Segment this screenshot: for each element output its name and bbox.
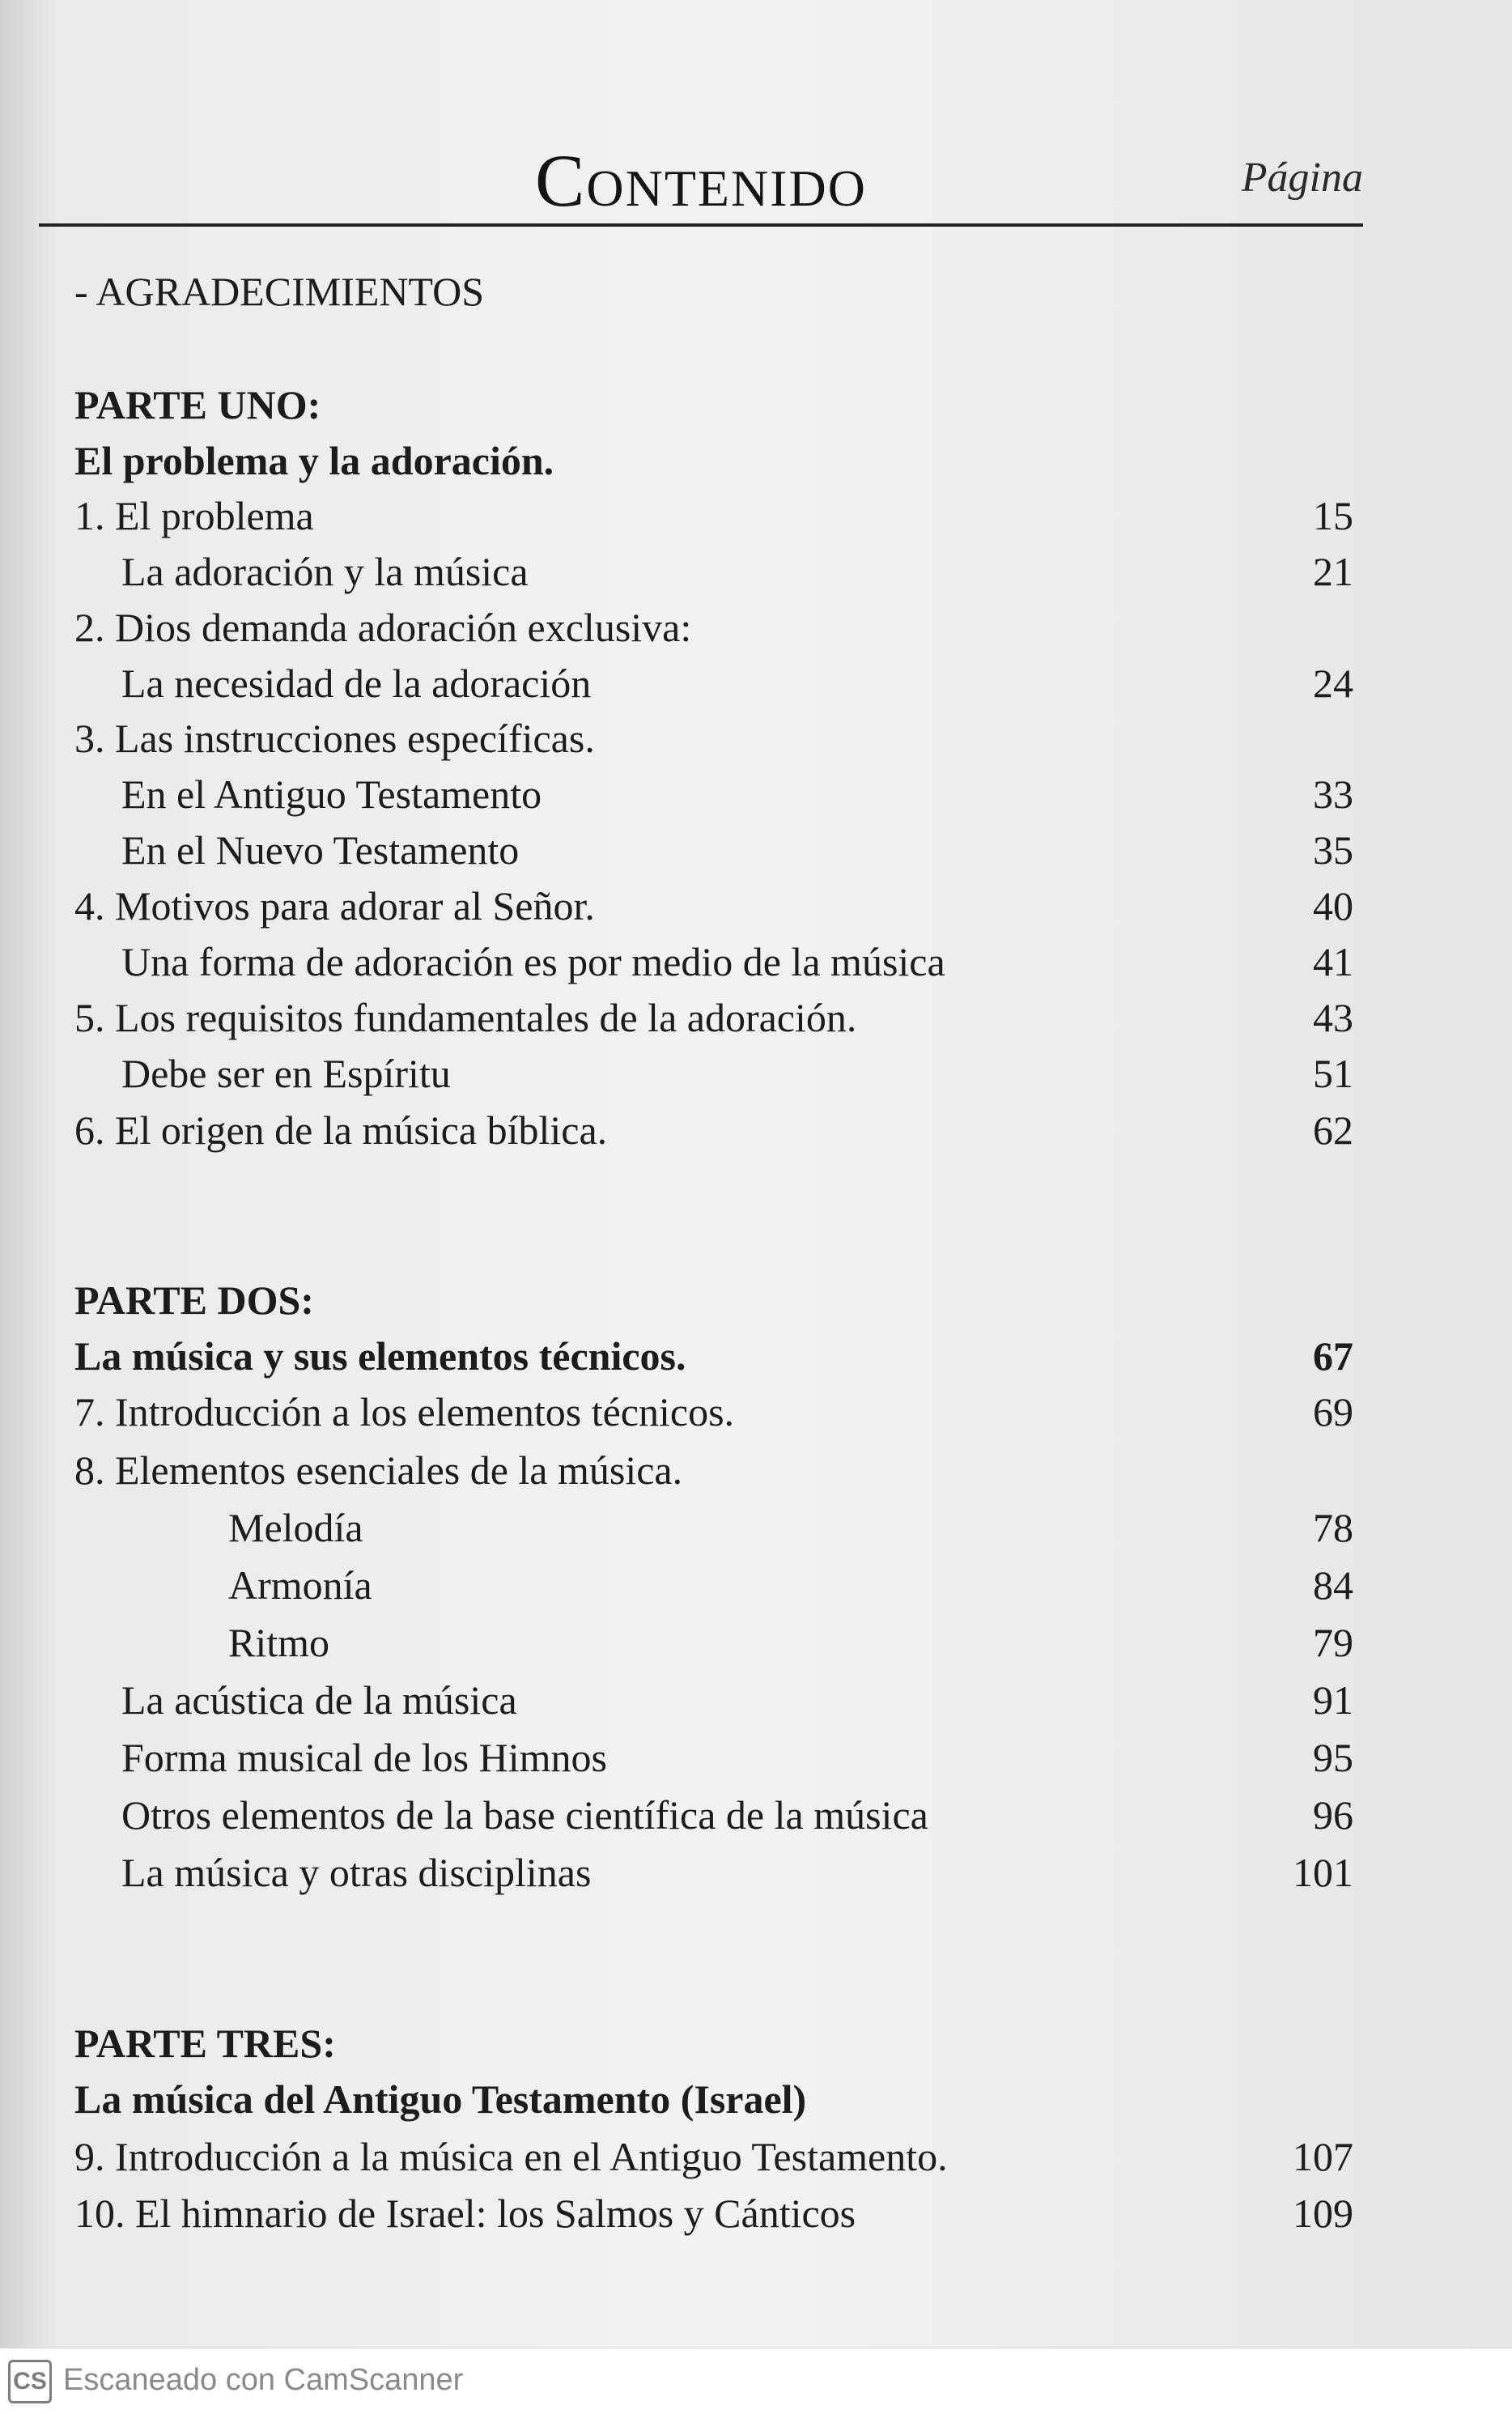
toc-entry — [74, 266, 1353, 317]
toc-entry-page: 91 — [1313, 1677, 1353, 1723]
toc-entry-page: 62 — [1313, 1107, 1353, 1153]
toc-entry — [74, 824, 1353, 876]
scanner-watermark-bar — [0, 2348, 1512, 2414]
toc-entry-title: - AGRADECIMIENTOS — [74, 269, 485, 314]
page-title: Contenido — [535, 139, 867, 222]
toc-entry-page: 109 — [1293, 2191, 1353, 2236]
toc-entry-page: 79 — [1313, 1620, 1353, 1665]
toc-entry-page: 96 — [1313, 1792, 1353, 1838]
toc-entry-page: 21 — [1313, 549, 1353, 594]
toc-entry — [74, 1386, 1353, 1438]
toc-entry-page: 15 — [1313, 493, 1353, 538]
toc-entry-title: 8. Elementos esenciales de la música. — [74, 1447, 683, 1493]
toc-entry — [74, 490, 1353, 542]
toc-entry-page: 41 — [1313, 939, 1353, 984]
toc-entry-page: 33 — [1313, 771, 1353, 817]
header-rule — [39, 223, 1363, 227]
toc-entry-title: La adoración y la música — [121, 549, 529, 594]
toc-entry-title: En el Antiguo Testamento — [121, 771, 542, 817]
toc-entry-title: 10. El himnario de Israel: los Salmos y Cánticos — [74, 2191, 856, 2236]
toc-entry — [74, 936, 1353, 988]
toc-entry-page: 78 — [1313, 1505, 1353, 1550]
toc-entry — [74, 1674, 1353, 1726]
toc-entry-title: La música del Antiguo Testamento (Israel) — [74, 2076, 807, 2122]
toc-entry-page: 69 — [1313, 1389, 1353, 1434]
toc-entry-page: 51 — [1313, 1051, 1353, 1096]
toc-entry-title: El problema y la adoración. — [74, 438, 554, 483]
toc-entry — [74, 768, 1353, 820]
toc-entry-title: PARTE TRES: — [74, 2021, 336, 2066]
toc-entry — [74, 2073, 1353, 2125]
toc-entry-title: 3. Las instrucciones específicas. — [74, 716, 595, 761]
toc-entry-title: Ritmo — [228, 1620, 330, 1665]
toc-entry-title: En el Nuevo Testamento — [121, 827, 520, 873]
toc-entry-title: La música y otras disciplinas — [121, 1850, 592, 1895]
scanner-credit: Escaneado con CamScanner — [63, 2363, 464, 2397]
toc-entry — [74, 1847, 1353, 1898]
toc-entry-page: 40 — [1313, 883, 1353, 929]
toc-entry-page: 35 — [1313, 827, 1353, 873]
toc-entry-title: 4. Motivos para adorar al Señor. — [74, 883, 595, 929]
toc-entry-page: 43 — [1313, 995, 1353, 1040]
toc-entry — [74, 379, 1353, 431]
toc-entry-title: Otros elementos de la base científica de la música — [121, 1792, 928, 1838]
toc-entry — [74, 1048, 1353, 1099]
toc-entry-title: 1. El problema — [74, 493, 314, 538]
toc-entry-title: 2. Dios demanda adoración exclusiva: — [74, 605, 692, 650]
camscanner-logo-icon: CS — [8, 2360, 52, 2403]
toc-entry-page: 84 — [1313, 1562, 1353, 1608]
toc-entry — [74, 1330, 1353, 1382]
toc-entry — [74, 2131, 1353, 2182]
page-column-label: Página — [1241, 155, 1363, 201]
toc-entry — [74, 1104, 1353, 1156]
toc-entry — [74, 1732, 1353, 1783]
toc-entry — [74, 992, 1353, 1043]
toc-entry — [74, 601, 1353, 653]
toc-entry-title: Armonía — [228, 1562, 372, 1608]
toc-entry-title: 5. Los requisitos fundamentales de la adoración. — [74, 995, 857, 1040]
toc-entry — [74, 880, 1353, 932]
toc-entry — [74, 1617, 1353, 1668]
toc-entry — [74, 435, 1353, 487]
toc-entry — [74, 657, 1353, 709]
toc-entry-page: 101 — [1293, 1850, 1353, 1895]
toc-entry — [74, 712, 1353, 764]
toc-entry-title: La acústica de la música — [121, 1677, 517, 1723]
toc-entry-page: 107 — [1293, 2134, 1353, 2179]
toc-entry — [74, 1789, 1353, 1841]
toc-entry-title: 6. El origen de la música bíblica. — [74, 1107, 608, 1153]
toc-entry — [74, 1559, 1353, 1611]
toc-entry-page: 24 — [1313, 661, 1353, 706]
toc-entry-title: Forma musical de los Himnos — [121, 1735, 607, 1780]
toc-entry — [74, 2187, 1353, 2239]
toc-entry — [74, 546, 1353, 597]
toc-entry — [74, 1444, 1353, 1496]
toc-entry-title: Melodía — [228, 1505, 363, 1550]
toc-entry — [74, 1502, 1353, 1553]
toc-entry-title: La necesidad de la adoración — [121, 661, 592, 706]
toc-entry-page: 67 — [1313, 1333, 1353, 1379]
toc-entry-title: La música y sus elementos técnicos. — [74, 1333, 686, 1379]
toc-entry-page: 95 — [1313, 1735, 1353, 1780]
toc-entry-title: PARTE UNO: — [74, 382, 321, 427]
toc-entry-title: Debe ser en Espíritu — [121, 1051, 451, 1096]
toc-entry — [74, 1274, 1353, 1326]
toc-entry-title: 7. Introducción a los elementos técnicos. — [74, 1389, 735, 1434]
toc-entry — [74, 2017, 1353, 2069]
page-header — [39, 121, 1363, 228]
toc-entry-title: PARTE DOS: — [74, 1277, 314, 1323]
toc-entry-title: 9. Introducción a la música en el Antiguo Testamento. — [74, 2134, 948, 2179]
toc-entry-title: Una forma de adoración es por medio de la música — [121, 939, 945, 984]
